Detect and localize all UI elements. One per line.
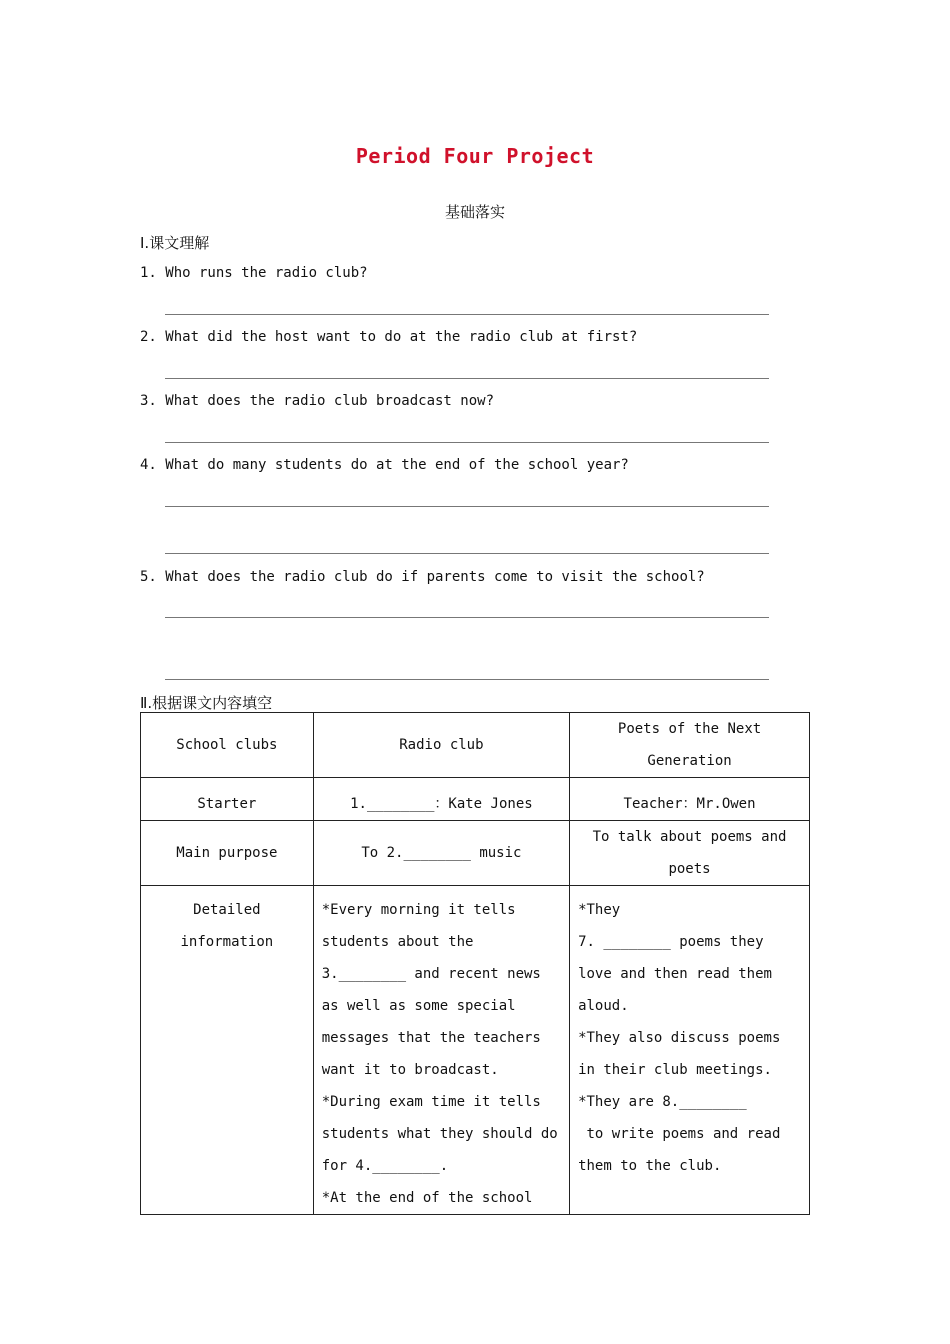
question-5: 5. What does the radio club do if parents come to visit the school? xyxy=(140,569,705,585)
subtitle: 基础落实 xyxy=(444,203,505,221)
radio-detail-line: as well as some special xyxy=(321,998,516,1014)
radio-detail-line: for 4.________. xyxy=(321,1158,449,1174)
table-cell: Teacher：Mr.Owen xyxy=(570,778,810,821)
answer-line-3[interactable] xyxy=(165,442,769,443)
poets-detail-cell[interactable] xyxy=(570,886,810,1215)
radio-detail-line: 3.________ and recent news xyxy=(321,966,541,982)
question-2: 2. What did the host want to do at the radio club at first? xyxy=(140,329,638,345)
answer-line-4a[interactable] xyxy=(165,506,769,507)
radio-detail-line: students what they should do xyxy=(321,1126,558,1142)
radio-detail-line: *Every morning it tells xyxy=(321,902,516,918)
question-1: 1. Who runs the radio club? xyxy=(140,265,368,281)
poets-detail-line: aloud. xyxy=(578,998,629,1014)
section-2-heading: Ⅱ.根据课文内容填空 xyxy=(140,694,273,712)
answer-line-4b[interactable] xyxy=(165,553,769,554)
radio-detail-cell[interactable] xyxy=(313,886,569,1215)
table-cell: To talk about poems and poets xyxy=(570,821,810,886)
table-row xyxy=(141,821,810,886)
poets-detail-line: 7. ________ poems they xyxy=(578,934,764,950)
radio-detail-line: students about the xyxy=(321,934,474,950)
question-3: 3. What does the radio club broadcast now? xyxy=(140,393,495,409)
clubs-table xyxy=(140,712,810,1215)
poets-detail-line: *They also discuss poems xyxy=(578,1030,781,1046)
row-label: Starter xyxy=(141,778,314,821)
question-4: 4. What do many students do at the end of the school year? xyxy=(140,457,629,473)
header-cell: School clubs xyxy=(141,713,314,778)
poets-detail-line: *They xyxy=(578,902,621,918)
poets-detail-line: in their club meetings. xyxy=(578,1062,772,1078)
header-cell: Radio club xyxy=(313,713,569,778)
header-cell: Poets of the Next Generation xyxy=(570,713,810,778)
blank-cell[interactable]: To 2.________ music xyxy=(313,821,569,886)
poets-detail-line: love and then read them xyxy=(578,966,772,982)
section-1-heading: Ⅰ.课文理解 xyxy=(140,234,210,252)
row-label xyxy=(141,886,314,1215)
radio-detail-line: *During exam time it tells xyxy=(321,1094,541,1110)
radio-detail-line: messages that the teachers xyxy=(321,1030,541,1046)
poets-detail-line: *They are 8.________ xyxy=(578,1094,747,1110)
table-row xyxy=(141,778,810,821)
table-row xyxy=(141,713,810,778)
answer-line-5a[interactable] xyxy=(165,617,769,618)
answer-line-2[interactable] xyxy=(165,378,769,379)
detail-label: Detailed information xyxy=(180,902,274,950)
table-row xyxy=(141,886,810,1215)
radio-detail-line: *At the end of the school xyxy=(321,1190,533,1206)
blank-cell[interactable]: 1.________：Kate Jones xyxy=(313,778,569,821)
answer-line-5b[interactable] xyxy=(165,679,769,680)
poets-detail-line: them to the club. xyxy=(578,1158,722,1174)
answer-line-1[interactable] xyxy=(165,314,769,315)
row-label: Main purpose xyxy=(141,821,314,886)
poets-detail-line: to write poems and read xyxy=(578,1126,781,1142)
radio-detail-line: want it to broadcast. xyxy=(321,1062,499,1078)
page-title: Period Four Project xyxy=(355,144,595,168)
